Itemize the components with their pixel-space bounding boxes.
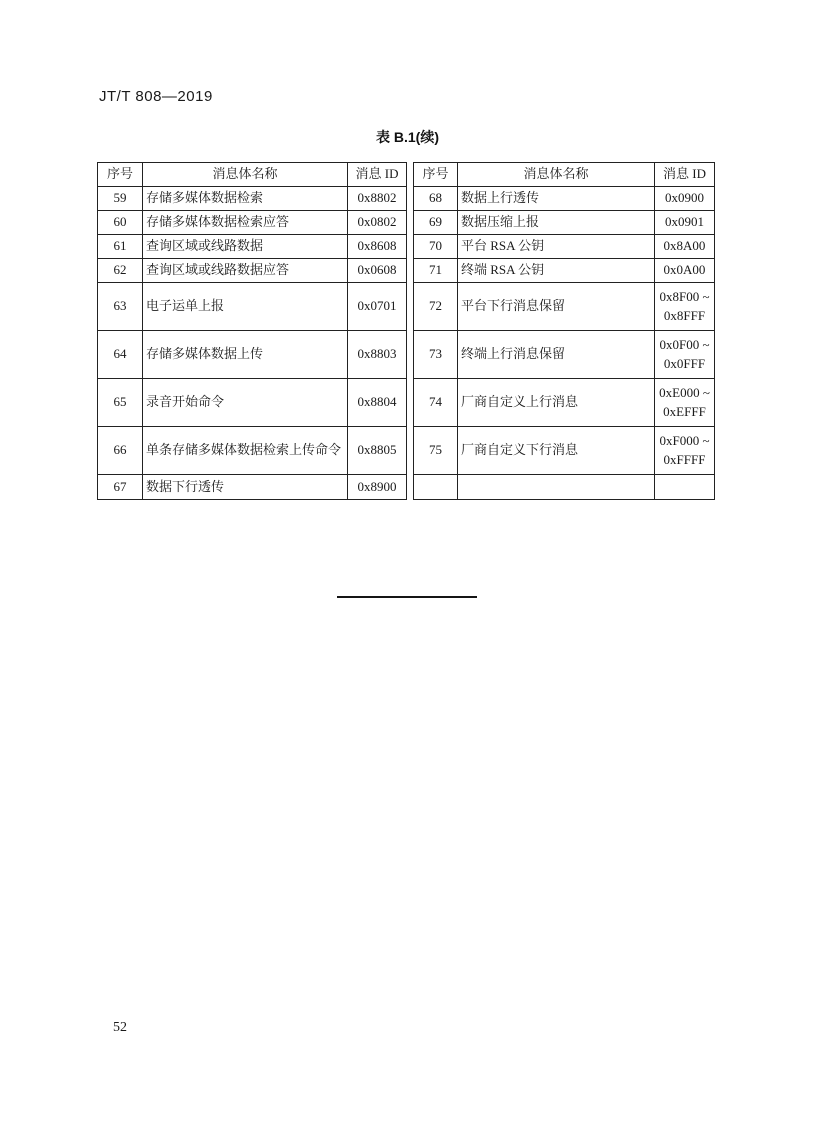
id-cell: 0x0A00 [655, 259, 715, 283]
table-left-half [97, 162, 407, 500]
table-row [98, 283, 407, 331]
seq-cell: 69 [414, 211, 458, 235]
seq-cell: 66 [98, 427, 143, 475]
name-cell: 数据下行透传 [143, 475, 348, 500]
id-cell: 0x0900 [655, 187, 715, 211]
seq-cell: 68 [414, 187, 458, 211]
name-cell: 查询区域或线路数据应答 [143, 259, 348, 283]
name-cell: 存储多媒体数据检索应答 [143, 211, 348, 235]
id-cell: 0x8A00 [655, 235, 715, 259]
table-b1-continued [97, 162, 715, 500]
table-row [98, 235, 407, 259]
id-cell: 0x0F00 ~ 0x0FFF [655, 331, 715, 379]
end-of-document-rule [337, 596, 477, 598]
seq-cell: 59 [98, 187, 143, 211]
column-header-id: 消息 ID [348, 163, 407, 187]
seq-cell: 63 [98, 283, 143, 331]
seq-cell: 72 [414, 283, 458, 331]
name-cell: 终端 RSA 公钥 [458, 259, 655, 283]
table-row [98, 475, 407, 500]
seq-cell: 74 [414, 379, 458, 427]
seq-cell: 71 [414, 259, 458, 283]
table-row [414, 331, 715, 379]
table-row [414, 379, 715, 427]
id-cell: 0x0802 [348, 211, 407, 235]
table-row-empty [414, 475, 715, 500]
id-cell: 0xE000 ~ 0xEFFF [655, 379, 715, 427]
column-header-id: 消息 ID [655, 163, 715, 187]
name-cell: 电子运单上报 [143, 283, 348, 331]
column-header-seq: 序号 [98, 163, 143, 187]
document-header: JT/T 808—2019 [99, 88, 213, 105]
table-row [414, 187, 715, 211]
id-cell: 0x0701 [348, 283, 407, 331]
seq-cell [414, 475, 458, 500]
table-row [414, 235, 715, 259]
id-cell: 0x0901 [655, 211, 715, 235]
seq-cell: 67 [98, 475, 143, 500]
id-cell: 0x8900 [348, 475, 407, 500]
id-cell: 0x8802 [348, 187, 407, 211]
name-cell: 录音开始命令 [143, 379, 348, 427]
column-header-name: 消息体名称 [458, 163, 655, 187]
table-row [98, 331, 407, 379]
seq-cell: 61 [98, 235, 143, 259]
id-cell: 0x8804 [348, 379, 407, 427]
table-row [414, 259, 715, 283]
table-row [414, 427, 715, 475]
name-cell: 数据压缩上报 [458, 211, 655, 235]
table-header-row [414, 163, 715, 187]
id-cell: 0x8F00 ~ 0x8FFF [655, 283, 715, 331]
name-cell: 单条存储多媒体数据检索上传命令 [143, 427, 348, 475]
name-cell: 厂商自定义下行消息 [458, 427, 655, 475]
name-cell: 平台 RSA 公钥 [458, 235, 655, 259]
table-row [414, 211, 715, 235]
table-row [98, 259, 407, 283]
table-right-half [413, 162, 715, 500]
seq-cell: 62 [98, 259, 143, 283]
column-header-seq: 序号 [414, 163, 458, 187]
table-header-row [98, 163, 407, 187]
table-row [98, 379, 407, 427]
name-cell: 厂商自定义上行消息 [458, 379, 655, 427]
id-cell: 0x8608 [348, 235, 407, 259]
seq-cell: 70 [414, 235, 458, 259]
name-cell: 存储多媒体数据上传 [143, 331, 348, 379]
id-cell: 0xF000 ~ 0xFFFF [655, 427, 715, 475]
name-cell: 数据上行透传 [458, 187, 655, 211]
name-cell: 查询区域或线路数据 [143, 235, 348, 259]
seq-cell: 64 [98, 331, 143, 379]
table-row [98, 187, 407, 211]
seq-cell: 65 [98, 379, 143, 427]
column-header-name: 消息体名称 [143, 163, 348, 187]
id-cell [655, 475, 715, 500]
table-title: 表 B.1(续) [376, 129, 439, 145]
name-cell: 平台下行消息保留 [458, 283, 655, 331]
name-cell: 终端上行消息保留 [458, 331, 655, 379]
table-row [414, 283, 715, 331]
id-cell: 0x8805 [348, 427, 407, 475]
page-number: 52 [113, 1020, 127, 1035]
table-row [98, 211, 407, 235]
name-cell: 存储多媒体数据检索 [143, 187, 348, 211]
id-cell: 0x8803 [348, 331, 407, 379]
name-cell [458, 475, 655, 500]
table-row [98, 427, 407, 475]
seq-cell: 60 [98, 211, 143, 235]
seq-cell: 73 [414, 331, 458, 379]
id-cell: 0x0608 [348, 259, 407, 283]
seq-cell: 75 [414, 427, 458, 475]
